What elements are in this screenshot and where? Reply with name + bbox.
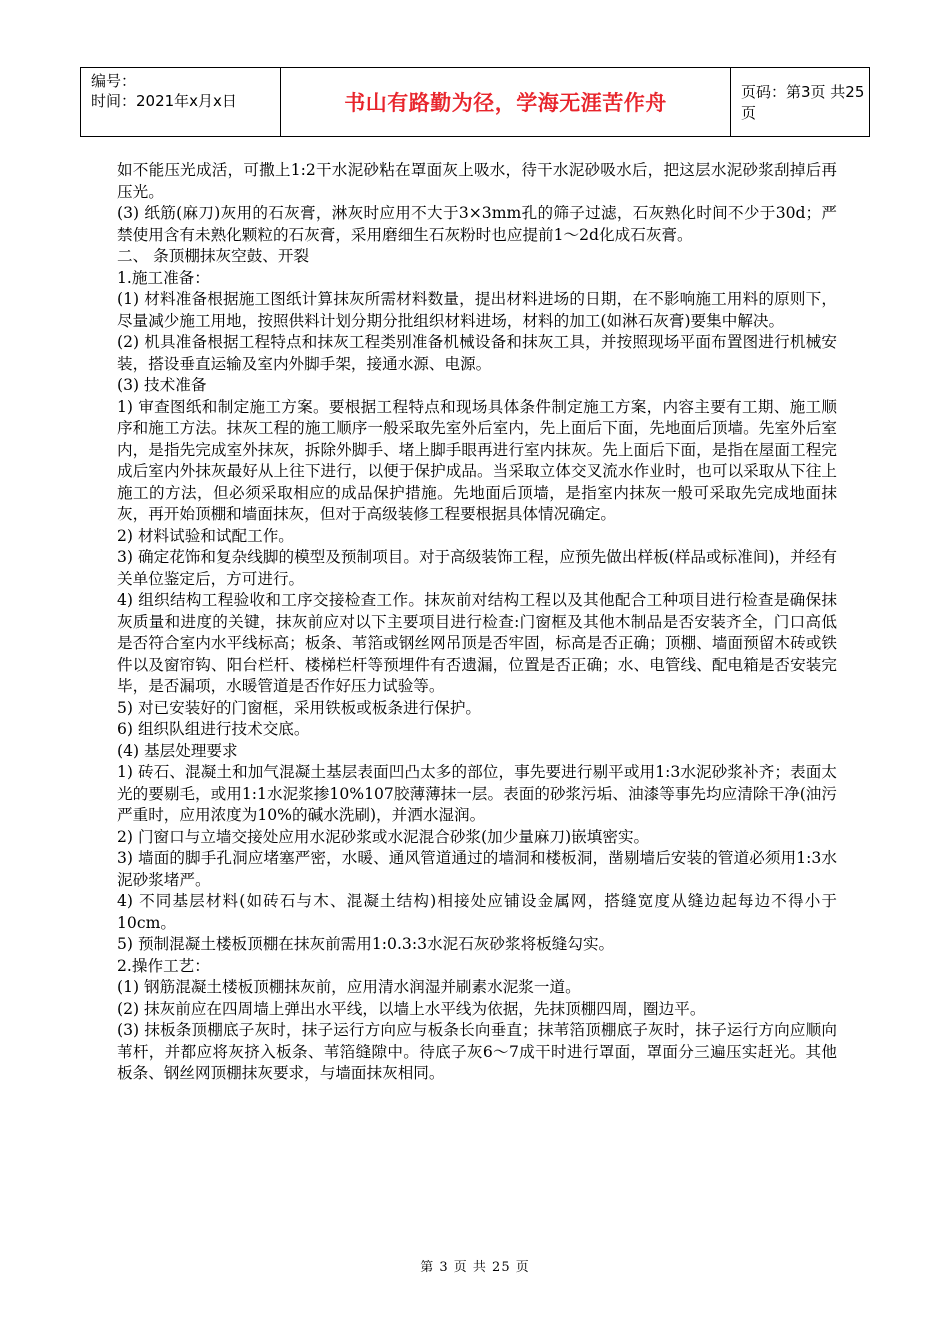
paragraph: 2) 门窗口与立墙交接处应用水泥砂浆或水泥混合砂浆(加少量麻刀)嵌填密实。 (117, 827, 650, 846)
header-motto: 书山有路勤为径，学海无涯苦作舟 (344, 91, 667, 115)
paragraph: (3) 抹板条顶棚底子灰时，抹子运行方向应与板条长向垂直；抹苇箔顶棚底子灰时，抹子运行方向应顺向苇杆，并都应将灰挤入板条、苇箔缝隙中。待底子灰6～7成干时进行罩面，罩面分三遍压实赶光。其他板条、钢丝网顶棚抹灰要求，与墙面抹灰相同。 (117, 1021, 837, 1082)
subsection-heading: 2.操作工艺： (117, 956, 210, 975)
paragraph: (2) 抹灰前应在四周墙上弹出水平线，以墙上水平线为依据，先抹顶棚四周，圈边平。 (117, 999, 706, 1018)
paragraph: 4) 组织结构工程验收和工序交接检查工作。抹灰前对结构工程以及其他配合工种项目进行检查是确保抹灰质量和进度的关键，抹灰前应对以下主要项目进行检查:门窗框及其他木制品是否安装齐全，门口高低是否符合室内水平线标高；板条、苇箔或钢丝网吊顶是否牢固，标高是否正确；顶棚、墙面预留木砖或铁件以及窗帘钩、阳台栏杆、楼梯栏杆等预埋件有否遗漏，位置是否正确；水、电管线、配电箱是否安装完毕，是否漏项，水暖管道是否作好压力试验等。 (117, 591, 837, 695)
document-number-label: 编号： (91, 72, 137, 90)
paragraph: 5) 预制混凝土楼板顶棚在抹灰前需用1:0.3:3水泥石灰砂浆将板缝勾实。 (117, 935, 615, 953)
page-footer (0, 1256, 950, 1275)
footer-page-number: 第 3 页 共 25 页 (420, 1260, 530, 1275)
document-date-label: 时间：2021年x月x日 (91, 92, 237, 110)
subsection-heading: (3) 技术准备 (117, 376, 207, 394)
document-body (117, 160, 837, 1085)
paragraph: (1) 钢筋混凝土楼板顶棚抹灰前，应用清水润湿并刷素水泥浆一道。 (117, 978, 581, 996)
paragraph: 3) 确定花饰和复杂线脚的模型及预制项目。对于高级装饰工程，应预先做出样板(样品或标准间)，并经有关单位鉴定后，方可进行。 (117, 548, 837, 588)
paragraph: 4) 不同基层材料(如砖石与木、混凝土结构)相接处应铺设金属网，搭缝宽度从缝边起每边不得小于10cm。 (117, 892, 837, 932)
paragraph: (3) 纸筋(麻刀)灰用的石灰膏，淋灰时应用不大于3×3mm孔的筛子过滤，石灰熟化时间不少于30d；严禁使用含有未熟化颗粒的石灰膏，采用磨细生石灰粉时也应提前1～2d化成石灰膏。 (117, 204, 837, 244)
header-page-cell (731, 68, 869, 136)
header-table (80, 67, 870, 137)
paragraph: 6) 组织队组进行技术交底。 (117, 720, 310, 738)
paragraph: 5) 对已安装好的门窗框，采用铁板或板条进行保护。 (117, 698, 482, 717)
paragraph: 2) 材料试验和试配工作。 (117, 526, 294, 545)
subsection-heading: (4) 基层处理要求 (117, 741, 238, 760)
header-motto-cell (281, 68, 731, 136)
paragraph: 1) 审查图纸和制定施工方案。要根据工程特点和现场具体条件制定施工方案，内容主要有工期、施工顺序和施工方法。抹灰工程的施工顺序一般采取先室外后室内，先上面后下面，先地面后顶墙。先室外后室内，是指先完成室外抹灰，拆除外脚手、堵上脚手眼再进行室内抹灰。先上面后下面，是指在屋面工程完成后室内外抹灰最好从上往下进行，以便于保护成品。当采取立体交叉流水作业时，也可以采取从下往上施工的方法，但必须采取相应的成品保护措施。先地面后顶墙，是指室内抹灰一般可采取先完成地面抹灰，再开始顶棚和墙面抹灰，但对于高级装修工程要根据具体情况确定。 (117, 397, 837, 523)
header-meta-cell (81, 68, 281, 136)
subsection-heading: 1.施工准备： (117, 268, 210, 287)
header-page-info: 页码：第3页 共25页 (741, 83, 865, 122)
section-heading: 二、 条顶棚抹灰空鼓、开裂 (117, 247, 310, 265)
paragraph: 3) 墙面的脚手孔洞应堵塞严密，水暖、通风管道通过的墙洞和楼板洞，凿剔墙后安装的管道必须用1:3水泥砂浆堵严。 (117, 849, 837, 889)
paragraph: (2) 机具准备根据工程特点和抹灰工程类别准备机械设备和抹灰工具，并按照现场平面布置图进行机械安装，搭设垂直运输及室内外脚手架，接通水源、电源。 (117, 333, 837, 373)
paragraph: 如不能压光成活，可撒上1:2干水泥砂粘在罩面灰上吸水，待干水泥砂吸水后，把这层水泥砂浆刮掉后再压光。 (117, 161, 837, 201)
paragraph: 1) 砖石、混凝土和加气混凝土基层表面凹凸太多的部位，事先要进行剔平或用1:3水泥砂浆补齐；表面太光的要剔毛，或用1:1水泥浆掺10%107胶薄薄抹一层。表面的砂浆污垢、油漆等事先均应清除干净(油污严重时，应用浓度为10%的碱水洗刷)，并洒水湿润。 (117, 763, 837, 824)
paragraph: (1) 材料准备根据施工图纸计算抹灰所需材料数量，提出材料进场的日期，在不影响施工用料的原则下，尽量减少施工用地，按照供料计划分期分批组织材料进场，材料的加工(如淋石灰膏)要集中解决。 (117, 290, 837, 330)
